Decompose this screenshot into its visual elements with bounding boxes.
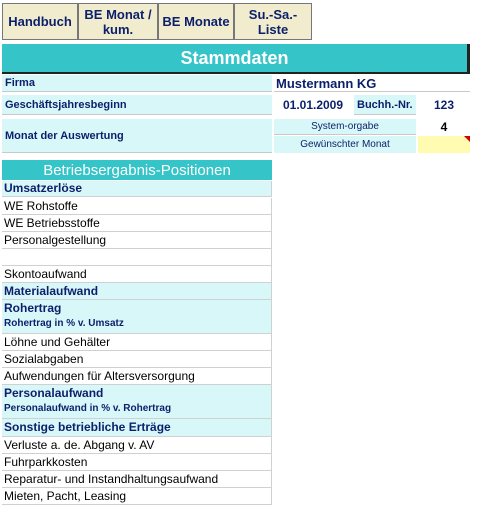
position-label: Sonstige betriebliche Erträge — [4, 420, 171, 434]
position-label: WE Betriebsstoffe — [4, 216, 100, 230]
position-row[interactable] — [2, 181, 272, 197]
position-label: Verluste a. de. Abgang v. AV — [4, 438, 155, 452]
toolbar — [0, 0, 478, 42]
position-label: WE Rohstoffe — [4, 199, 78, 213]
monat-auswertung-label: Monat der Auswertung — [2, 119, 272, 153]
position-row[interactable] — [2, 198, 272, 215]
position-label: Aufwendungen für Altersversorgung — [4, 369, 195, 383]
position-row[interactable] — [2, 471, 272, 488]
position-row[interactable] — [2, 488, 272, 505]
position-label: Materialaufwand — [4, 284, 99, 298]
position-row[interactable] — [2, 351, 272, 368]
position-row[interactable] — [2, 454, 272, 471]
su-sa-liste-button[interactable]: Su.-Sa.- Liste — [234, 3, 312, 40]
position-sublabel: Personalaufwand in % v. Rohertrag — [4, 403, 172, 414]
handbuch-button[interactable]: Handbuch — [2, 3, 78, 40]
position-label: Fuhrparkkosten — [4, 455, 88, 469]
position-row[interactable] — [2, 437, 272, 454]
position-row[interactable] — [2, 385, 272, 419]
position-row[interactable] — [2, 300, 272, 334]
position-label: Skontoaufwand — [4, 267, 87, 281]
position-row[interactable] — [2, 232, 272, 249]
position-row[interactable] — [2, 215, 272, 232]
firma-label: Firma — [2, 75, 272, 92]
position-label: Löhne und Gehälter — [4, 335, 111, 349]
firma-value[interactable]: Mustermann KG — [274, 75, 470, 92]
system-vorgabe-value: 4 — [440, 120, 448, 134]
position-row[interactable] — [2, 419, 272, 437]
position-label: Umsatzerlöse — [4, 181, 83, 195]
position-label: Sozialabgaben — [4, 352, 84, 366]
be-monate-button[interactable]: BE Monate — [158, 3, 234, 40]
position-sublabel: Rohertrag in % v. Umsatz — [4, 318, 124, 329]
buchh-nr-value[interactable]: 123 — [433, 98, 455, 112]
position-label: Personalgestellung — [4, 233, 107, 247]
gewuenschter-monat-input[interactable] — [418, 136, 470, 153]
position-row[interactable] — [2, 334, 272, 351]
position-label: Reparatur- und Instandhaltungsaufwand — [4, 472, 219, 486]
position-row[interactable] — [2, 266, 272, 283]
position-label: Personalaufwand — [4, 386, 104, 400]
be-monat-kum-button[interactable]: BE Monat / kum. — [78, 3, 158, 40]
system-vorgabe-label: System-orgabe — [274, 119, 416, 135]
position-row[interactable] — [2, 283, 272, 300]
position-row[interactable] — [2, 368, 272, 385]
position-row[interactable] — [2, 249, 272, 266]
comment-indicator-icon — [464, 136, 470, 142]
geschaeftsjahr-label: Geschäftsjahresbeginn — [2, 95, 272, 115]
position-label: Mieten, Pacht, Leasing — [4, 489, 127, 503]
section-title: Betriebsergabnis-Positionen — [2, 160, 272, 180]
gewuenschter-monat-label: Gewünschter Monat — [274, 136, 416, 153]
geschaeftsjahr-value[interactable]: 01.01.2009 — [282, 98, 344, 112]
position-label: Rohertrag — [4, 301, 62, 315]
buchh-nr-label: Buchh.-Nr. — [354, 95, 416, 115]
page-title: Stammdaten — [2, 44, 470, 74]
